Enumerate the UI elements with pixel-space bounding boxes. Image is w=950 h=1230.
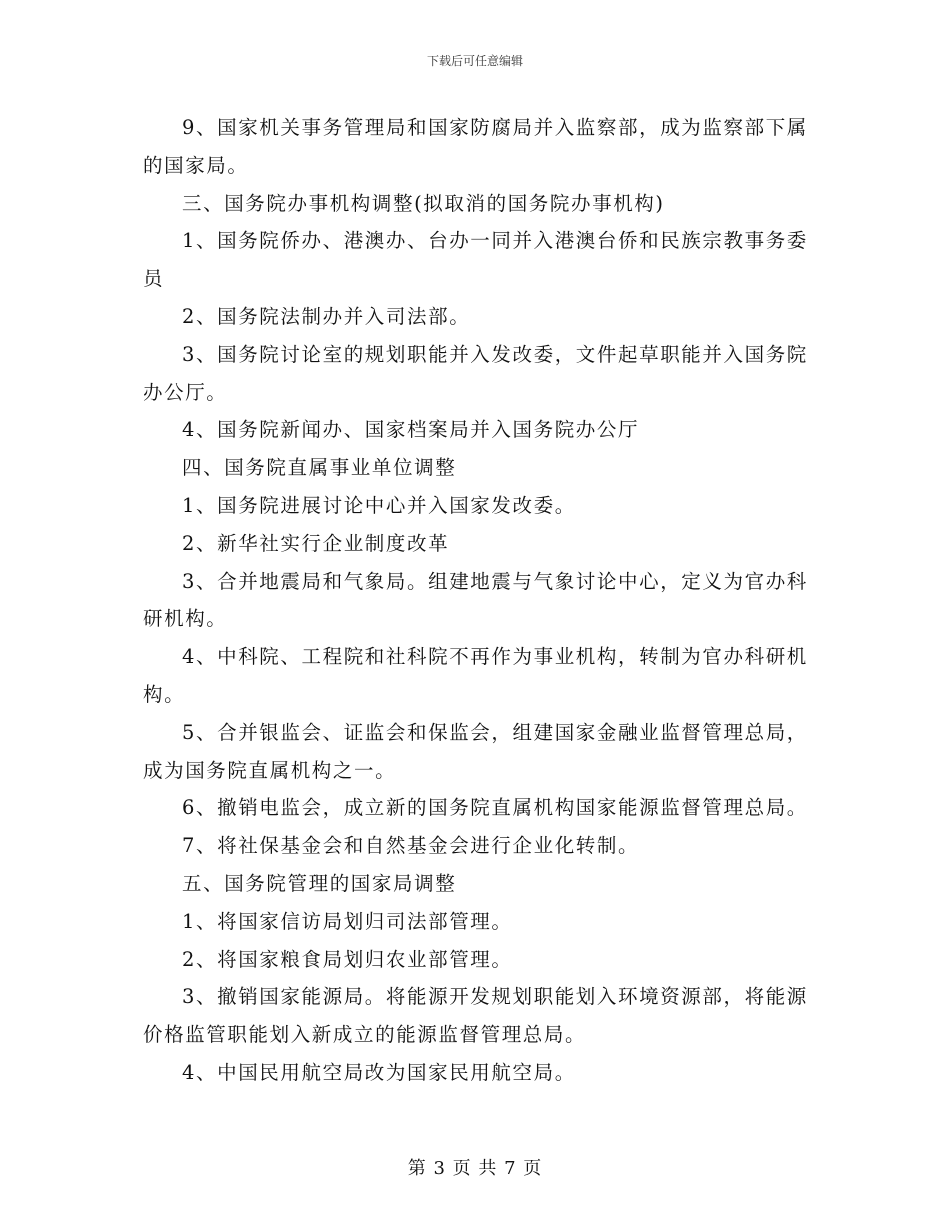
paragraph: 7、将社保基金会和自然基金会进行企业化转制。 — [182, 834, 640, 858]
paragraph: 9、国家机关事务管理局和国家防腐局并入监察部，成为监察部下属的国家局。 — [143, 116, 808, 177]
paragraph: 5、合并银监会、证监会和保监会，组建国家金融业监督管理总局，成为国务院直属机构之一。 — [143, 720, 808, 782]
section-heading: 五、国务院管理的国家局调整 — [182, 871, 457, 895]
paragraph: 1、国务院侨办、港澳办、台办一同并入港澳台侨和民族宗教事务委员 — [143, 229, 808, 291]
section-heading: 四、国务院直属事业单位调整 — [182, 456, 457, 480]
page-header: 下载后可任意编辑 — [426, 54, 523, 68]
document-body — [143, 109, 823, 1092]
paragraph: 3、撤销国家能源局。将能源开发规划职能划入环境资源部，将能源价格监管职能划入新成立的能源监督管理总局。 — [143, 985, 808, 1047]
paragraph: 4、中科院、工程院和社科院不再作为事业机构，转制为官办科研机构。 — [143, 645, 808, 706]
paragraph: 4、国务院新闻办、国家档案局并入国务院办公厅 — [182, 418, 640, 442]
paragraph: 3、国务院讨论室的规划职能并入发改委，文件起草职能并入国务院办公厅。 — [143, 342, 808, 404]
paragraph: 6、撤销电监会，成立新的国务院直属机构国家能源监督管理总局。 — [182, 796, 808, 820]
paragraph: 2、将国家粮食局划归农业部管理。 — [182, 947, 513, 971]
paragraph: 2、国务院法制办并入司法部。 — [182, 304, 471, 328]
page-footer: 第 3 页 共 7 页 — [407, 1158, 543, 1179]
section-heading: 三、国务院办事机构调整(拟取消的国务院办事机构) — [182, 191, 665, 215]
paragraph: 1、国务院进展讨论中心并入国家发改委。 — [182, 493, 576, 517]
paragraph: 2、新华社实行企业制度改革 — [182, 531, 450, 555]
paragraph: 1、将国家信访局划归司法部管理。 — [182, 909, 513, 933]
paragraph: 4、中国民用航空局改为国家民用航空局。 — [182, 1060, 576, 1084]
paragraph: 3、合并地震局和气象局。组建地震与气象讨论中心，定义为官办科研机构。 — [143, 569, 808, 631]
